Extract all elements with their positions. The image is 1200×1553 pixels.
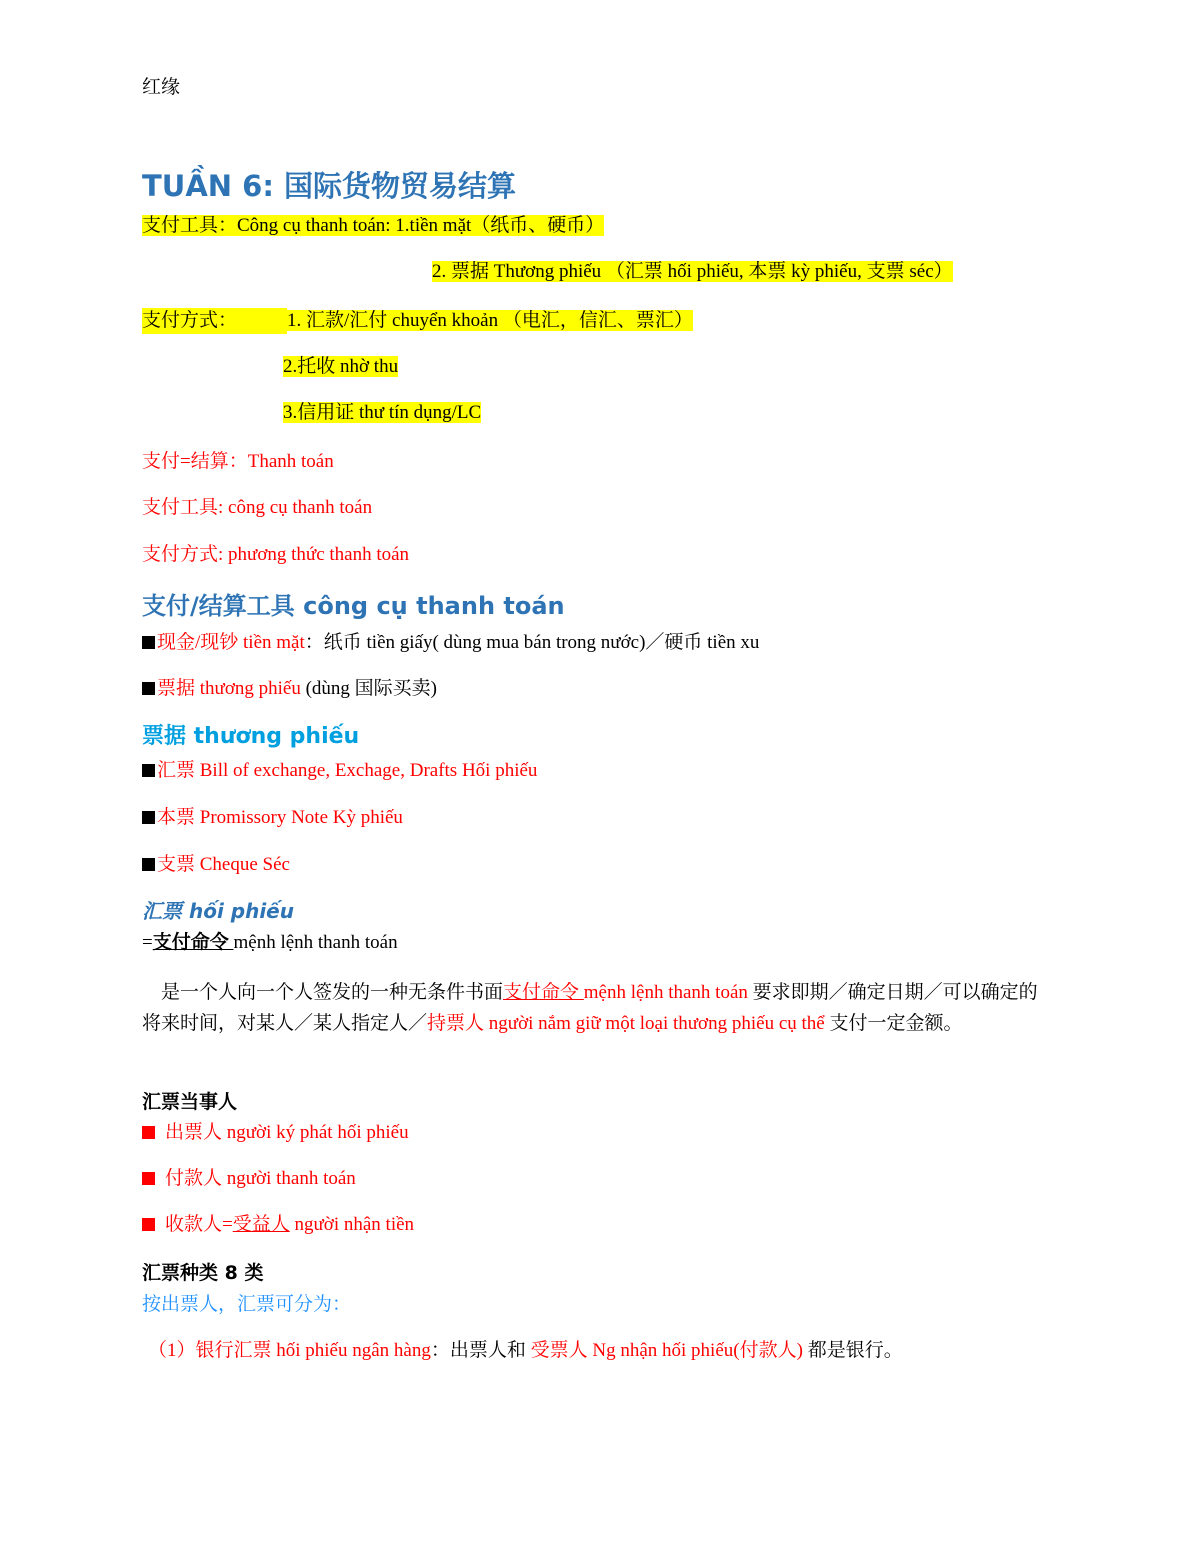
bullet-icon — [142, 811, 155, 824]
type-term: （1）银行汇票 hối phiếu ngân hàng — [148, 1340, 431, 1361]
bill-type-item — [142, 805, 403, 831]
bill-type-item — [142, 758, 537, 784]
party-text: người nhận tiền — [289, 1214, 415, 1235]
def-eq: = — [142, 932, 153, 953]
bullet-icon — [142, 1172, 155, 1185]
bill-type-text: 支票 Cheque Séc — [157, 854, 290, 875]
para-red-text: mệnh lệnh thanh toán — [583, 982, 748, 1003]
bullet-icon — [142, 858, 155, 871]
bill-type-text: 汇票 Bill of exchange, Exchage, Drafts Hối phiếu — [157, 760, 538, 781]
draft-definition — [142, 930, 398, 956]
methods-line-1-text: 1. 汇款/汇付 chuyển khoản （电汇，信汇、票汇） — [287, 310, 693, 331]
bill-type-item — [142, 852, 290, 878]
party-item — [142, 1120, 409, 1146]
party-text: 付款人 người thanh toán — [165, 1168, 356, 1189]
bullet-icon — [142, 636, 155, 649]
def-term: 支付命令 — [152, 932, 234, 953]
tools-line-2 — [432, 259, 953, 285]
author-header: 红缘 — [142, 77, 181, 98]
item-desc: ：纸币 tiền giấy( dùng mua bán trong nước)／硬币 tiền xu — [304, 632, 760, 653]
beneficiary-link[interactable]: 受益人 — [232, 1214, 290, 1235]
payment-order-link[interactable]: 支付命令 — [503, 982, 584, 1003]
methods-line-3 — [283, 400, 481, 426]
methods-line-2-text: 2.托收 nhờ thu — [283, 356, 399, 377]
para-red-text: 持票人 người nắm giữ một loại thương phiếu cụ thể — [427, 1013, 825, 1034]
draft-paragraph — [142, 977, 1054, 1039]
glossary-item: 支付工具: công cụ thanh toán — [142, 497, 373, 518]
types-subheading: 按出票人，汇票可分为： — [142, 1294, 352, 1315]
page-title: TUẦN 6: 国际货物贸易结算 — [142, 169, 517, 203]
types-item — [148, 1338, 903, 1364]
glossary-item: 支付方式: phương thức thanh toán — [142, 544, 410, 565]
tools-line-2-text: 2. 票据 Thương phiếu （汇票 hối phiếu, 本票 kỳ phiếu, 支票 séc） — [432, 261, 953, 282]
party-item — [142, 1166, 356, 1192]
tools-line-1-text: 支付工具：Công cụ thanh toán: 1.tiền mặt（纸币、硬币） — [142, 215, 605, 236]
party-text: 收款人= — [165, 1214, 233, 1235]
bullet-icon — [142, 682, 155, 695]
type-text: ：出票人和 — [430, 1340, 531, 1361]
party-item — [142, 1212, 414, 1238]
bullet-icon — [142, 1218, 155, 1231]
tools-list-item — [142, 676, 437, 702]
methods-line-3-text: 3.信用证 thư tín dụng/LC — [283, 402, 482, 423]
party-text: 出票人 người ký phát hối phiếu — [165, 1122, 409, 1143]
type-term: 受票人 Ng nhận hối phiếu — [530, 1340, 734, 1361]
bullet-icon — [142, 764, 155, 777]
methods-label: 支付方式： — [142, 308, 287, 334]
type-term: (付款人) — [733, 1340, 803, 1361]
para-text: 要求即期／确定日期／可以确定的将来时间，对某人／某人指定人／ — [142, 982, 1038, 1034]
tools-list-item — [142, 630, 759, 656]
bill-type-text: 本票 Promissory Note Kỳ phiếu — [157, 807, 403, 828]
tools-line-1 — [142, 213, 604, 239]
item-desc: (dùng 国际买卖) — [300, 678, 437, 699]
glossary-item: 支付=结算：Thanh toán — [142, 451, 334, 472]
section-heading-parties: 汇票当事人 — [142, 1091, 238, 1113]
item-term: 现金/现钞 tiền mặt — [157, 632, 305, 653]
section-heading-tools: 支付/结算工具 công cụ thanh toán — [142, 592, 565, 620]
type-text: 都是银行。 — [802, 1340, 903, 1361]
methods-line-1 — [142, 308, 693, 334]
bullet-icon — [142, 1126, 155, 1139]
methods-line-2 — [283, 354, 398, 380]
item-term: 票据 thương phiếu — [157, 678, 301, 699]
def-meaning: mệnh lệnh thanh toán — [233, 932, 398, 953]
section-heading-draft: 汇票 hối phiếu — [142, 899, 294, 923]
section-heading-bills: 票据 thương phiếu — [142, 724, 360, 749]
para-text: 支付一定金额。 — [824, 1013, 963, 1034]
para-text: 是一个人向一个人签发的一种无条件书面 — [142, 982, 504, 1003]
section-heading-types: 汇票种类 8 类 — [142, 1262, 264, 1284]
